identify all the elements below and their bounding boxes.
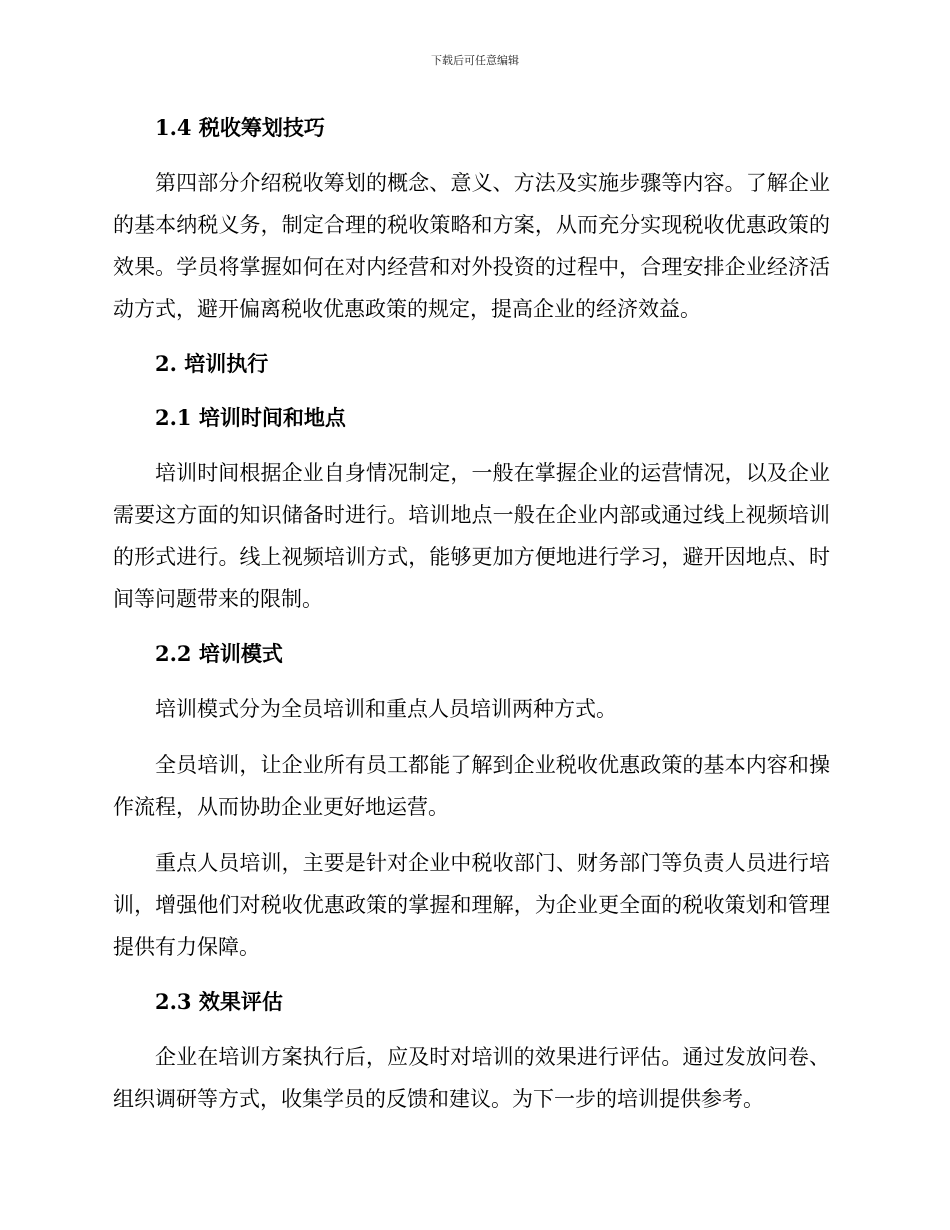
section-heading: 2.2 培训模式 (155, 641, 283, 666)
section-heading: 2.1 培训时间和地点 (155, 405, 346, 430)
body-paragraph: 第四部分介绍税收筹划的概念、意义、方法及实施步骤等内容。了解企业的基本纳税义务，制定合理的税收策略和方案，从而充分实现税收优惠政策的效果。学员将掌握如何在对内经营和对外投资的过程中，合理安排企业经济活动方式，避开偏离税收优惠政策的规定，提高企业的经济效益。 (113, 171, 830, 321)
document-body (113, 108, 830, 1120)
body-paragraph: 重点人员培训，主要是针对企业中税收部门、财务部门等负责人员进行培训，增强他们对税收优惠政策的掌握和理解，为企业更全面的税收策划和管理提供有力保障。 (113, 851, 830, 959)
body-paragraph: 培训模式分为全员培训和重点人员培训两种方式。 (155, 697, 617, 721)
section-heading: 2.3 效果评估 (155, 989, 283, 1014)
body-paragraph: 企业在培训方案执行后，应及时对培训的效果进行评估。通过发放问卷、组织调研等方式，收集学员的反馈和建议。为下一步的培训提供参考。 (113, 1045, 830, 1111)
body-paragraph: 培训时间根据企业自身情况制定，一般在掌握企业的运营情况，以及企业需要这方面的知识储备时进行。培训地点一般在企业内部或通过线上视频培训的形式进行。线上视频培训方式，能够更加方便地进行学习，避开因地点、时间等问题带来的限制。 (113, 461, 830, 611)
section-heading: 2. 培训执行 (155, 351, 269, 376)
body-paragraph: 全员培训，让企业所有员工都能了解到企业税收优惠政策的基本内容和操作流程，从而协助企业更好地运营。 (113, 753, 830, 819)
section-heading: 1.4 税收筹划技巧 (155, 115, 325, 140)
page-header: 下载后可任意编辑 (431, 54, 519, 67)
